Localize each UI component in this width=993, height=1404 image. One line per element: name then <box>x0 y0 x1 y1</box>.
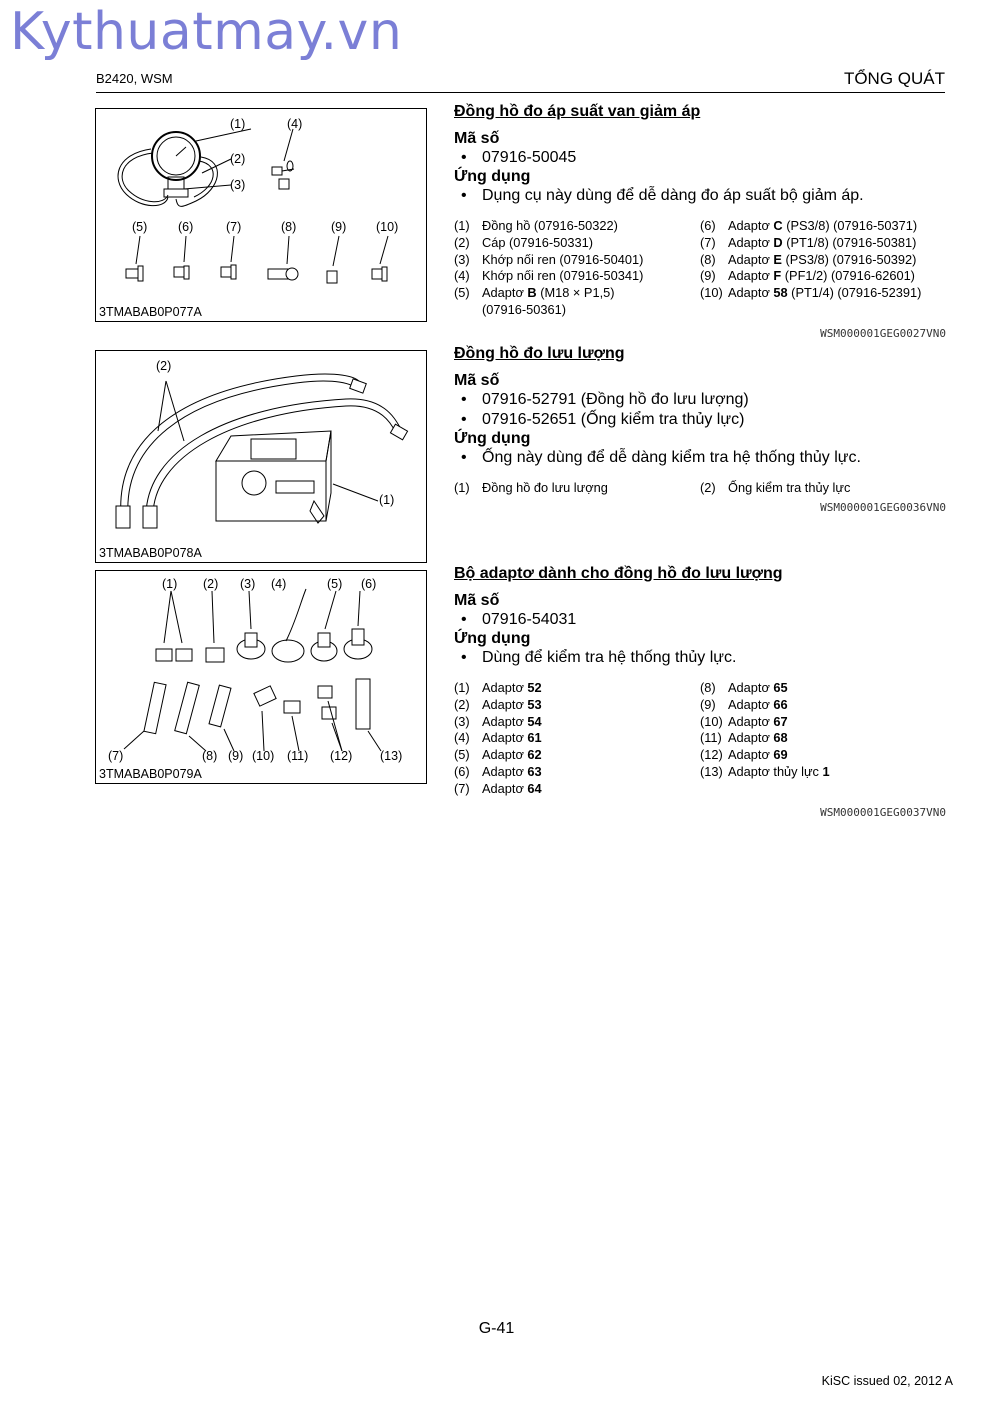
legend-number: (10) <box>700 285 723 301</box>
figure-caption: 3TMABAB0P077A <box>99 305 202 319</box>
legend-text: Adaptơ B (M18 × P1,5) <box>482 285 615 301</box>
legend-text: Adaptơ 63 <box>482 763 542 779</box>
manual-title: B2420, WSM <box>96 71 173 86</box>
chapter-title: TỔNG QUÁT <box>843 69 945 88</box>
legend-text: Adaptơ D (PT1/8) (07916-50381) <box>728 234 917 250</box>
legend-number <box>454 302 482 319</box>
callout-label: (10) <box>252 749 275 763</box>
callout-label: (5) <box>132 220 148 234</box>
code-item: • 07916-52791 (Đồng hồ đo lưu lượng) <box>454 390 946 410</box>
legend-text: Khớp nối ren (07916-50401) <box>482 251 644 267</box>
callout-label: (3) <box>230 178 246 192</box>
legend-text: Khớp nối ren (07916-50341) <box>482 268 644 284</box>
use-item: • Dùng để kiểm tra hệ thống thủy lực. <box>454 648 946 668</box>
section-pressure-gauge <box>454 103 946 340</box>
legend-text: Adaptơ F (PF1/2) (07916-62601) <box>728 268 915 284</box>
legend-text: Adaptơ 52 <box>482 680 542 695</box>
code-item: • 07916-54031 <box>454 610 946 630</box>
callout-label: (6) <box>178 220 194 234</box>
legend-text: Adaptơ 62 <box>482 747 542 763</box>
legend-text: Adaptơ 64 <box>482 780 542 796</box>
callout-label: (11) <box>287 749 309 763</box>
callout-label: (7) <box>108 749 124 763</box>
callout-label: (5) <box>327 577 343 591</box>
section-title: Đồng hồ đo áp suất van giảm áp <box>454 103 701 120</box>
code-heading: Mã số <box>454 372 500 389</box>
legend-number: (6) <box>700 218 716 233</box>
flowmeter-illustration <box>96 351 426 562</box>
legend-number: (10) <box>700 713 723 729</box>
callout-label: (4) <box>287 117 303 131</box>
legend-text: Ống kiểm tra thủy lực <box>728 480 851 495</box>
legend-text: Adaptơ 58 (PT1/4) (07916-52391) <box>728 285 922 301</box>
callout-label: (2) <box>203 577 219 591</box>
legend-number: (4) <box>454 730 470 746</box>
issue-note: KiSC issued 02, 2012 A <box>821 1374 953 1388</box>
callout-label: (8) <box>202 749 218 763</box>
reference-code: WSM000001GEG0027VN0 <box>820 326 946 340</box>
legend-number: (7) <box>700 234 716 250</box>
callout-label: (1) <box>230 117 246 131</box>
callout-label: (4) <box>271 577 287 591</box>
legend-number: (9) <box>700 696 716 712</box>
section-adapter-set <box>454 565 946 819</box>
use-heading: Ứng dụng <box>454 630 531 647</box>
legend-number: (8) <box>700 680 716 695</box>
callout-label: (7) <box>226 220 242 234</box>
legend-number: (5) <box>454 747 470 763</box>
legend-number: (1) <box>454 218 470 233</box>
code-heading: Mã số <box>454 130 500 147</box>
legend-number: (5) <box>454 285 470 301</box>
callout-label: (3) <box>240 577 256 591</box>
legend-number: (9) <box>700 268 716 284</box>
legend-text: Adaptơ 67 <box>728 713 788 729</box>
legend-text: Adaptơ C (PS3/8) (07916-50371) <box>728 218 918 233</box>
callout-label: (9) <box>331 220 347 234</box>
section-flowmeter <box>454 345 946 514</box>
use-item: • Dụng cụ này dùng để dễ dàng đo áp suất bộ giảm áp. <box>454 186 946 206</box>
legend-text: Adaptơ 54 <box>482 713 542 729</box>
legend-text: Adaptơ 68 <box>728 730 788 746</box>
legend-text: Adaptơ 69 <box>728 747 788 763</box>
parts-legend <box>454 480 946 497</box>
legend-number: (1) <box>454 680 470 695</box>
callout-label: (12) <box>330 749 353 763</box>
legend-text: Cáp (07916-50331) <box>482 234 593 250</box>
page-number: G-41 <box>478 1320 515 1337</box>
legend-number: (7) <box>454 780 470 796</box>
figure-caption: 3TMABAB0P078A <box>99 546 202 560</box>
legend-text: Adaptơ E (PS3/8) (07916-50392) <box>728 251 917 267</box>
legend-number: (1) <box>454 480 470 495</box>
legend-text: Đồng hồ (07916-50322) <box>482 218 618 233</box>
legend-text: Adaptơ 61 <box>482 730 542 746</box>
legend-text: Adaptơ thủy lực 1 <box>728 763 830 779</box>
legend-text: (07916-50361) <box>482 301 566 317</box>
code-item: • 07916-50045 <box>454 148 946 168</box>
figure-flowmeter <box>95 350 427 563</box>
callout-label: (1) <box>162 577 178 591</box>
section-title: Đồng hồ đo lưu lượng <box>454 345 625 362</box>
watermark: Kythuatmay.vn <box>10 2 403 62</box>
legend-number: (3) <box>454 713 470 729</box>
legend-number: (2) <box>454 234 470 250</box>
legend-text: Adaptơ 65 <box>728 680 788 695</box>
parts-legend <box>454 680 946 798</box>
figure-pressure-gauge <box>95 108 427 322</box>
code-heading: Mã số <box>454 592 500 609</box>
code-item: • 07916-52651 (Ống kiểm tra thủy lực) <box>454 410 946 430</box>
use-heading: Ứng dụng <box>454 430 531 447</box>
parts-legend <box>454 218 946 319</box>
callout-label: (10) <box>376 220 399 234</box>
figure-adapter-set <box>95 570 427 784</box>
legend-number: (11) <box>700 730 722 746</box>
legend-text: Đồng hồ đo lưu lượng <box>482 480 608 495</box>
legend-number: (4) <box>454 268 470 284</box>
reference-code: WSM000001GEG0037VN0 <box>820 805 946 819</box>
legend-number: (2) <box>454 696 470 712</box>
callout-label: (9) <box>228 749 244 763</box>
use-heading: Ứng dụng <box>454 168 531 185</box>
use-item: • Ống này dùng để dễ dàng kiểm tra hệ thống thủy lực. <box>454 448 946 468</box>
callout-label: (6) <box>361 577 377 591</box>
callout-label: (2) <box>230 152 246 166</box>
legend-number: (3) <box>454 251 470 267</box>
reference-code: WSM000001GEG0036VN0 <box>820 500 946 514</box>
legend-number: (6) <box>454 763 470 779</box>
figure-caption: 3TMABAB0P079A <box>99 767 202 781</box>
callout-label: (1) <box>379 493 395 507</box>
pressure-gauge-illustration <box>96 109 426 321</box>
legend-number: (2) <box>700 480 716 495</box>
legend-number: (12) <box>700 747 723 763</box>
legend-text: Adaptơ 53 <box>482 696 542 712</box>
legend-number: (13) <box>700 763 723 779</box>
callout-label: (2) <box>156 359 172 373</box>
legend-text: Adaptơ 66 <box>728 696 788 712</box>
section-title: Bộ adaptơ dành cho đồng hồ đo lưu lượng <box>454 565 783 582</box>
legend-number: (8) <box>700 251 716 267</box>
callout-label: (8) <box>281 220 297 234</box>
header-rule <box>96 92 945 93</box>
callout-label: (13) <box>380 749 403 763</box>
